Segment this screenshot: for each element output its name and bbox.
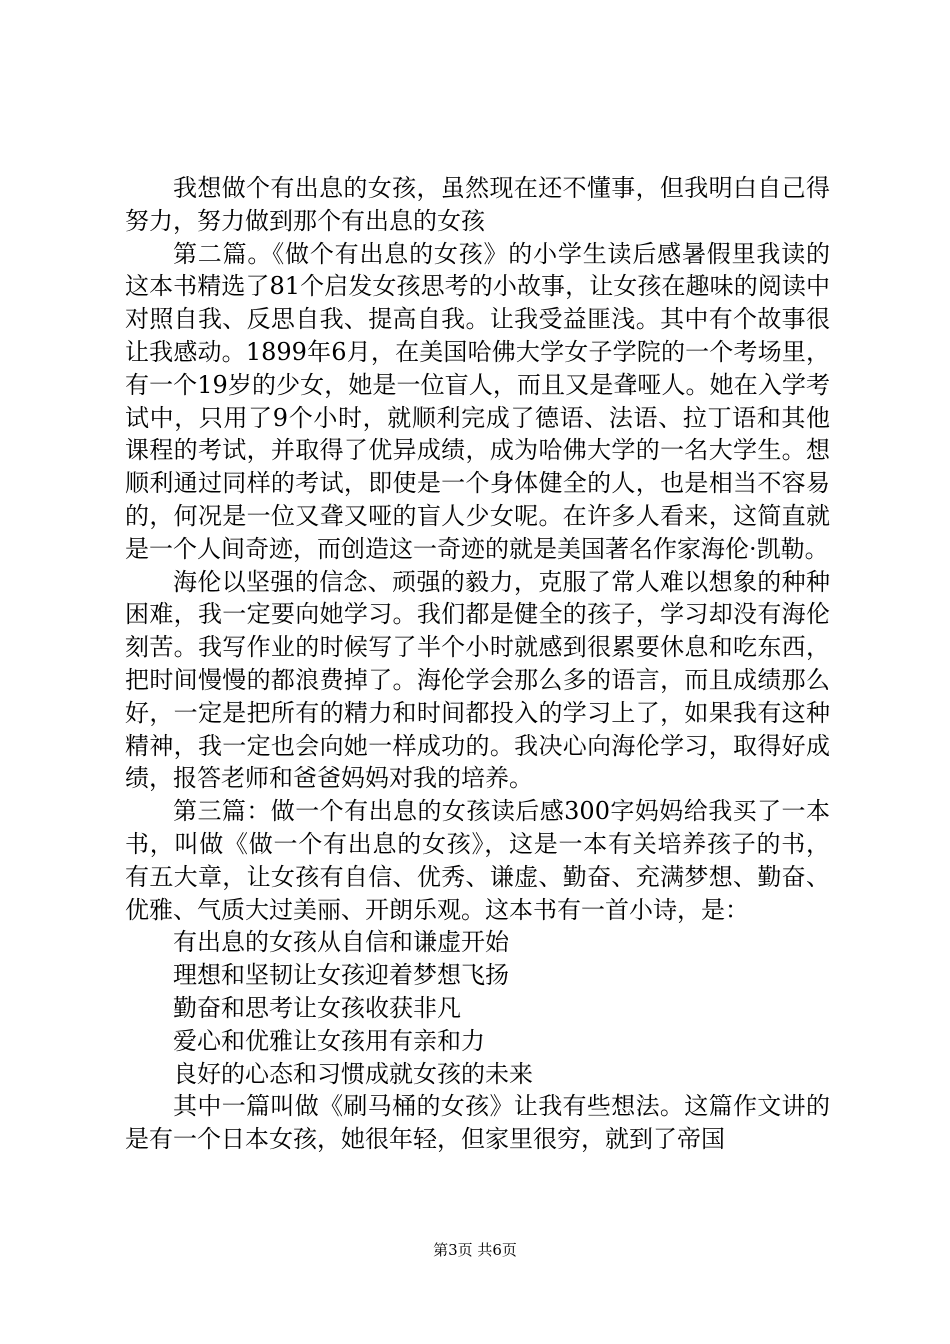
paragraph-4: 第三篇：做一个有出息的女孩读后感300字妈妈给我买了一本书，叫做《做一个有出息的女孩》，这是一本有关培养孩子的书，有五大章，让女孩有自信、优秀、谦虚、勤奋、充满梦想、勤奋、优雅、气质大过美丽、开朗乐观。这本书有一首小诗，是： bbox=[125, 797, 830, 924]
paragraph-2: 第二篇。《做个有出息的女孩》的小学生读后感暑假里我读的这本书精选了81个启发女孩思考的小故事，让女孩在趣味的阅读中对照自我、反思自我、提高自我。让我受益匪浅。其中有个故事很让我感动。1899年6月，在美国哈佛大学女子学院的一个考场里，有一个19岁的少女，她是一位盲人，而且又是聋哑人。她在入学考试中，只用了9个小时，就顺利完成了德语、法语、拉丁语和其他课程的考试，并取得了优异成绩，成为哈佛大学的一名大学生。想顺利通过同样的考试，即使是一个身体健全的人，也是相当不容易的，何况是一位又聋又哑的盲人少女呢。在许多人看来，这简直就是一个人间奇迹，而创造这一奇迹的就是美国著名作家海伦·凯勒。 bbox=[125, 239, 830, 563]
poem-line-5: 良好的心态和习惯成就女孩的未来 bbox=[173, 1059, 533, 1088]
paragraph-1: 我想做个有出息的女孩，虽然现在还不懂事，但我明白自己得努力，努力做到那个有出息的女孩 bbox=[125, 174, 830, 235]
poem-line-4: 爱心和优雅让女孩用有亲和力 bbox=[173, 1026, 485, 1055]
poem-line-2: 理想和坚韧让女孩迎着梦想飞扬 bbox=[173, 961, 509, 990]
page-footer: 第3页 共6页 bbox=[433, 1241, 517, 1259]
paragraph-3: 海伦以坚强的信念、顽强的毅力，克服了常人难以想象的种种困难，我一定要向她学习。我们都是健全的孩子，学习却没有海伦刻苦。我写作业的时候写了半个小时就感到很累要休息和吃东西，把时间慢慢的都浪费掉了。海伦学会那么多的语言，而且成绩那么好，一定是把所有的精力和时间都投入的学习上了，如果我有这种精神，我一定也会向她一样成功的。我决心向海伦学习，取得好成绩，报答老师和爸爸妈妈对我的培养。 bbox=[125, 567, 830, 793]
poem-line-1: 有出息的女孩从自信和谦虚开始 bbox=[173, 928, 509, 957]
poem-line-3: 勤奋和思考让女孩收获非凡 bbox=[173, 993, 461, 1022]
paragraph-5: 其中一篇叫做《刷马桶的女孩》让我有些想法。这篇作文讲的是有一个日本女孩，她很年轻，但家里很穷，就到了帝国 bbox=[125, 1092, 830, 1154]
document-body bbox=[125, 172, 830, 1156]
